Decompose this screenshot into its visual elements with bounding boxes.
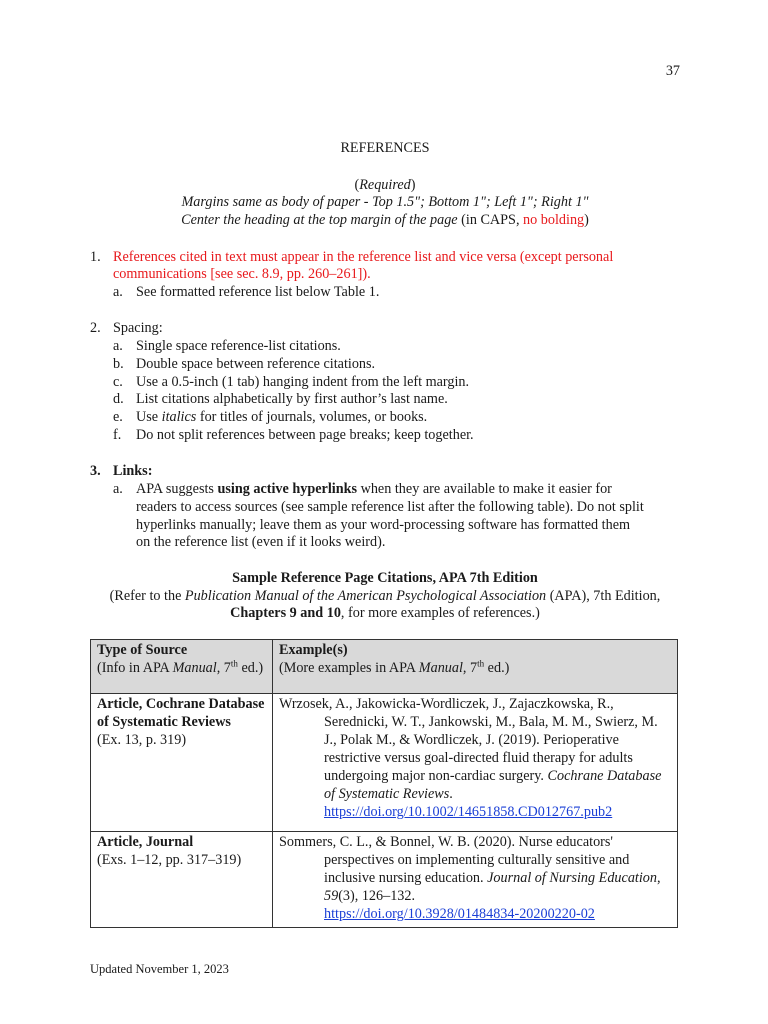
item-3-title: Links: (113, 463, 153, 479)
item-2-sub-e: Use italics for titles of journals, volumes, or books. (136, 409, 428, 425)
header-examples: Example(s) (More examples in APA Manual, 7th ed.) (273, 640, 678, 694)
reference-example-cell: Sommers, C. L., & Bonnel, W. B. (2020). Nurse educators' perspectives on implementing culturally sensitive and inclusive nursing education. Journal of Nursing Education, 59(3), 126–132. https://doi.org/10.3928/01484834-20200220-02 (273, 832, 678, 928)
item-2-sub-b: Double space between reference citations. (136, 356, 376, 372)
item-2-sub-f: Do not split references between page breaks; keep together. (136, 427, 474, 443)
header-type-of-source: Type of Source (Info in APA Manual, 7th ed.) (91, 640, 273, 694)
item-1-line-2: communications [see sec. 8.9, pp. 260–261]). (113, 266, 371, 282)
item-3-sub-a-line-4: on the reference list (even if it looks weird). (136, 534, 386, 550)
source-type-cell: Article, Cochrane Database of Systematic Reviews (Ex. 13, p. 319) (91, 694, 273, 832)
item-2-sub-d: List citations alphabetically by first author’s last name. (136, 391, 448, 407)
item-3-sub-a-line-2: readers to access sources (see sample reference list after the following table). Do not split (136, 499, 644, 515)
reference-table (90, 639, 678, 928)
table-row (91, 832, 678, 928)
no-bolding-note: no bolding (523, 212, 585, 228)
required-note: (Required) (354, 177, 416, 193)
item-2-sub-a: Single space reference-list citations. (136, 338, 341, 354)
margins-note: Margins same as body of paper - Top 1.5"; Bottom 1"; Left 1"; Right 1" (181, 194, 589, 210)
required-text: Required (359, 177, 411, 193)
item-3-sub-a-line-1: APA suggests using active hyperlinks when they are available to make it easier for (136, 481, 612, 497)
item-2-sub-c: Use a 0.5-inch (1 tab) hanging indent from the left margin. (136, 374, 470, 390)
item-1-line-1: References cited in text must appear in the reference list and vice versa (except personal (113, 249, 614, 265)
footer-updated-date: Updated November 1, 2023 (90, 962, 229, 976)
doi-link[interactable]: https://doi.org/10.3928/01484834-20200220-02 (324, 906, 595, 922)
table-header-row (91, 640, 678, 694)
doi-link[interactable]: https://doi.org/10.1002/14651858.CD012767.pub2 (324, 804, 613, 820)
item-1-sub-a: See formatted reference list below Table 1. (136, 284, 380, 300)
page-number: 37 (665, 63, 680, 79)
table-intro-line-2: Chapters 9 and 10, for more examples of references.) (230, 605, 540, 621)
heading-instruction: Center the heading at the top margin of the page (in CAPS, no bolding) (181, 212, 589, 228)
table-title: Sample Reference Page Citations, APA 7th Edition (232, 570, 538, 586)
table-row (91, 694, 678, 832)
source-type-cell: Article, Journal (Exs. 1–12, pp. 317–319) (91, 832, 273, 928)
item-3-sub-a-line-3: hyperlinks manually; leave them as your word-processing software has formatted them (136, 517, 631, 533)
reference-example-cell: Wrzosek, A., Jakowicka-Wordliczek, J., Zajaczkowska, R., Serednicki, W. T., Jankowski, M., Bala, M. M., Swierz, M. J., Polak M., & Wordliczek, J. (2019). Perioperative restrictive versus goal-directed fluid therapy for adults undergoing major non-cardiac surgery. Cochrane Database of Systematic Reviews. https://doi.org/10.1002/14651858.CD012767.pub2 (273, 694, 678, 832)
item-2-title: Spacing: (113, 320, 163, 336)
page-title: REFERENCES (340, 140, 430, 156)
table-intro-line-1: (Refer to the Publication Manual of the American Psychological Association (APA), 7th Edition, (109, 588, 661, 604)
